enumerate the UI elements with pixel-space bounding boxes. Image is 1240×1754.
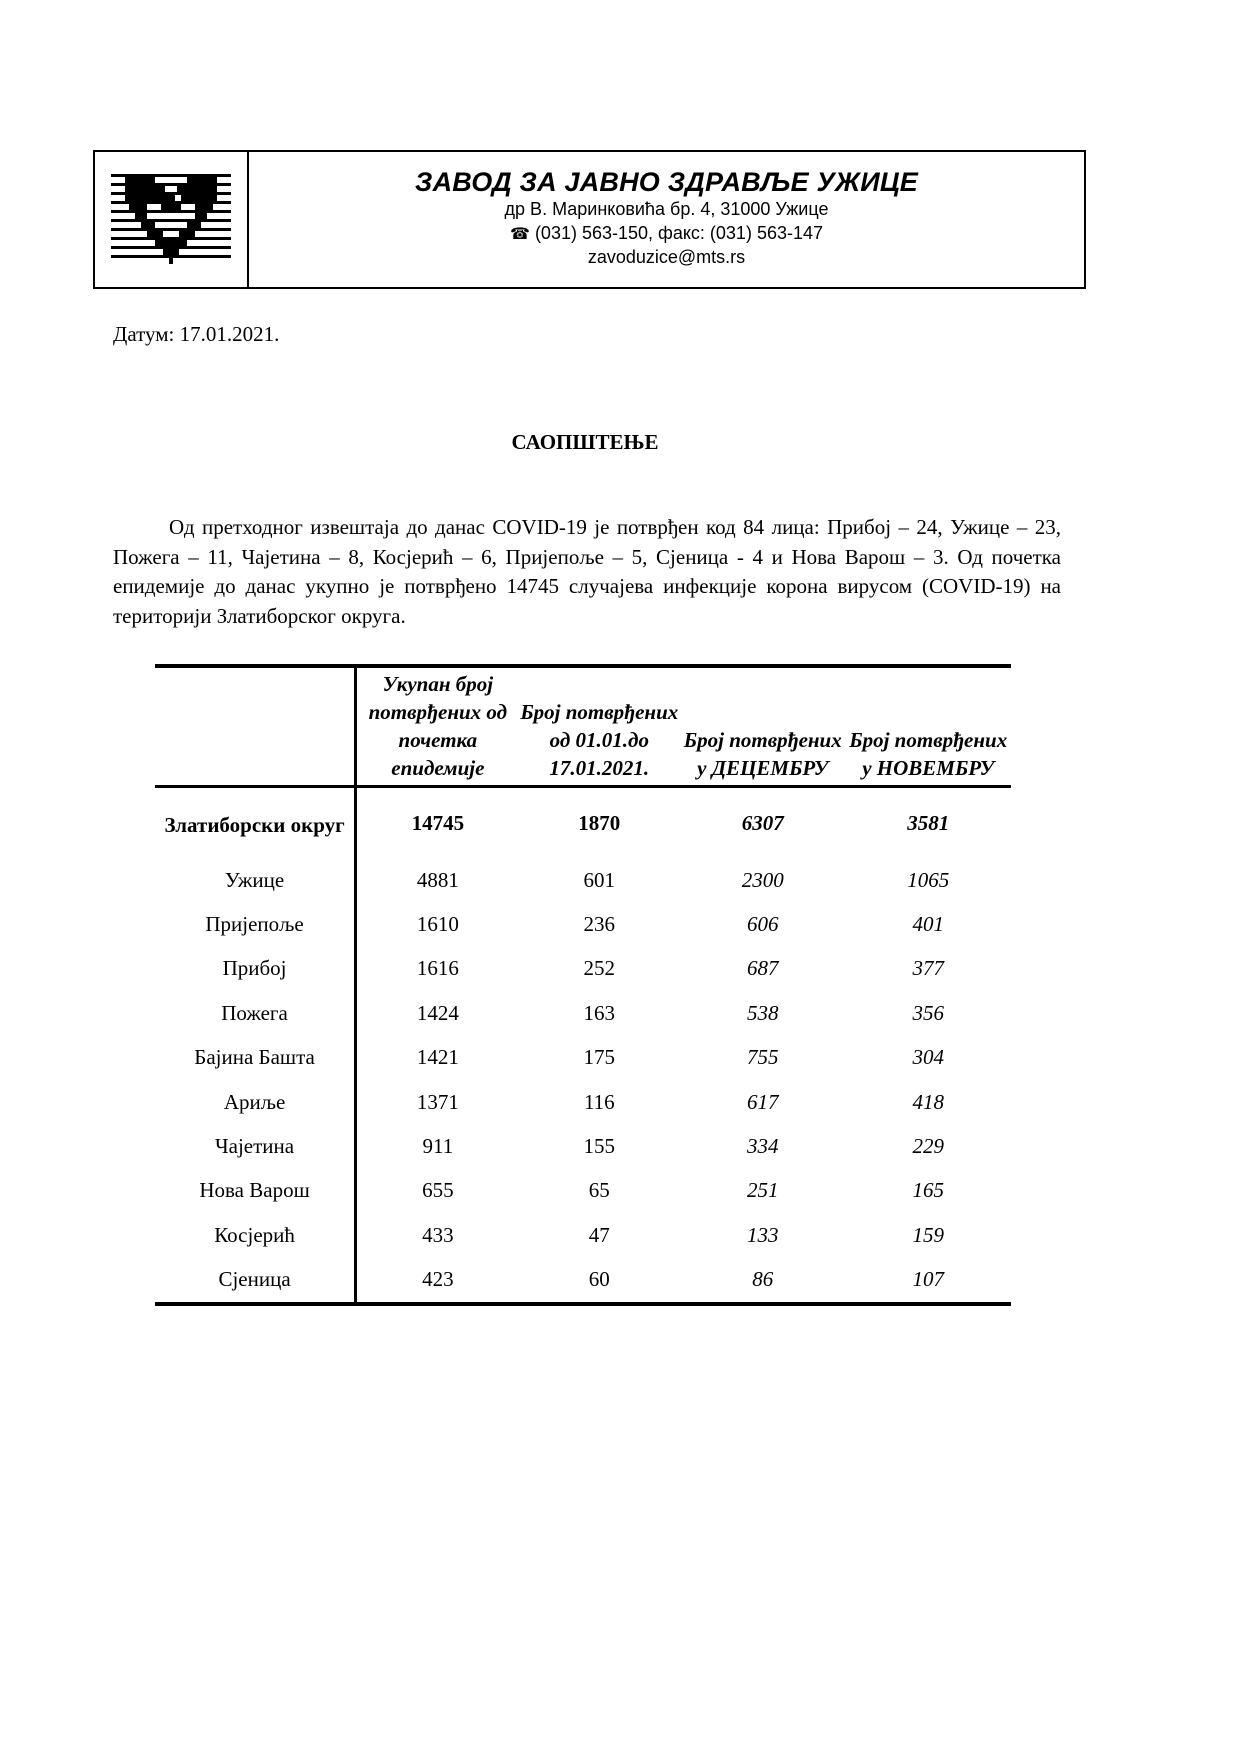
cell-since-jan1: 116 (583, 1089, 615, 1114)
organization-email: zavoduzice@mts.rs (587, 247, 746, 267)
cell-november: 3581 (907, 811, 950, 835)
cell-december: 687 (747, 956, 779, 981)
cell-total: 1371 (416, 1089, 459, 1114)
covid-statistics-table (155, 664, 1011, 1306)
table-row (155, 1169, 1011, 1213)
cell-municipality: Нова Варош (155, 1169, 356, 1213)
cell-municipality: Пријепоље (155, 902, 356, 946)
telephone-icon: ☎ (509, 225, 530, 243)
cell-total: 4881 (416, 867, 459, 892)
organization-name: ЗАВОД ЗА ЈАВНО ЗДРАВЉЕ УЖИЦЕ (415, 167, 918, 197)
table-row (155, 991, 1011, 1035)
cell-november: 159 (912, 1222, 944, 1247)
cell-municipality: Прибој (155, 947, 356, 991)
cell-december: 251 (747, 1178, 779, 1203)
table-row (155, 1080, 1011, 1124)
header-november: Број потврђених у НОВЕМБРУ (849, 728, 1008, 780)
cell-since-jan1: 601 (583, 867, 616, 892)
cell-november: 304 (912, 1045, 944, 1070)
cell-since-jan1: 163 (583, 1000, 616, 1025)
phone-fax-text: (031) 563-150, факс: (031) 563-147 (534, 222, 823, 243)
letterhead-info (249, 152, 1084, 287)
cell-total: 14745 (411, 811, 465, 835)
cell-municipality: Чајетина (155, 1124, 356, 1168)
cell-municipality: Пожега (155, 991, 356, 1035)
cell-since-jan1: 47 (588, 1222, 610, 1247)
table-row (155, 1124, 1011, 1168)
cell-municipality: Ужице (155, 858, 356, 902)
cell-since-jan1: 252 (583, 956, 616, 981)
table-header-row (155, 666, 1011, 787)
organization-address: др В. Маринковића бр. 4, 31000 Ужице (504, 199, 829, 219)
cell-since-jan1: 60 (588, 1267, 610, 1292)
cell-since-jan1: 175 (583, 1045, 616, 1070)
cell-municipality: Бајина Башта (155, 1036, 356, 1080)
cell-since-jan1: 65 (588, 1178, 610, 1203)
cell-municipality: Сјеница (155, 1258, 356, 1304)
cell-november: 107 (912, 1267, 944, 1292)
logo-cell (95, 152, 249, 287)
header-since-jan1: Број потврђених од 01.01.до 17.01.2021. (520, 700, 679, 780)
table-row (155, 1036, 1011, 1080)
cell-total: 1424 (416, 1000, 459, 1025)
cell-total: 1421 (416, 1045, 459, 1070)
cell-december: 334 (747, 1134, 779, 1159)
cell-december: 617 (747, 1089, 779, 1114)
cell-november: 401 (912, 912, 944, 937)
cell-since-jan1: 236 (583, 912, 616, 937)
cell-november: 356 (912, 1000, 944, 1025)
cell-december: 606 (747, 912, 779, 937)
cell-total: 423 (422, 1267, 454, 1292)
cell-december: 2300 (741, 867, 784, 892)
table-row (155, 947, 1011, 991)
cell-december: 538 (747, 1000, 779, 1025)
header-december: Број потврђених у ДЕЦЕМБРУ (683, 728, 842, 780)
cell-december: 755 (747, 1045, 779, 1070)
table-row (155, 1213, 1011, 1257)
cell-total: 1616 (416, 956, 459, 981)
cell-november: 165 (912, 1178, 944, 1203)
table-total-row (155, 787, 1011, 859)
table-row (155, 902, 1011, 946)
document-title: САОПШТЕЊЕ (511, 430, 659, 454)
cell-since-jan1: 155 (583, 1134, 616, 1159)
cell-december: 6307 (741, 811, 784, 835)
cell-november: 418 (912, 1089, 944, 1114)
header-total-since-start: Укупан број потврђених од почетка епидемије (368, 672, 508, 780)
district-name: Златиборски округ (155, 787, 356, 859)
institute-emblem-icon (111, 172, 231, 267)
announcement-paragraph: Од претходног извештаја до данас COVID-19 је потврђен код 84 лица: Прибој – 24, Ужице – 23, Пожега – 11, Чајетина – 8, Косјерић – 6, Пријепоље – 5, Сјеница - 4 и Нова Варош – 3. Од почетка епидемије до данас укупно је потврђено 14745 случајева инфекције корона вирусом (COVID-19) на територији Златиборског округа. (113, 515, 1061, 628)
cell-november: 377 (912, 956, 944, 981)
document-date: Датум: 17.01.2021. (113, 322, 280, 346)
cell-since-jan1: 1870 (578, 811, 621, 835)
header-municipality (155, 666, 356, 787)
cell-municipality: Ариље (155, 1080, 356, 1124)
cell-total: 655 (422, 1178, 454, 1203)
cell-total: 433 (422, 1222, 454, 1247)
cell-total: 911 (422, 1134, 454, 1159)
letterhead (93, 150, 1086, 289)
cell-municipality: Косјерић (155, 1213, 356, 1257)
organization-phone-line (249, 222, 1084, 247)
cell-december: 133 (747, 1222, 779, 1247)
cell-november: 229 (912, 1134, 944, 1159)
cell-december: 86 (752, 1267, 774, 1292)
cell-november: 1065 (907, 867, 950, 892)
table-row (155, 1258, 1011, 1304)
table-row (155, 858, 1011, 902)
cell-total: 1610 (416, 912, 459, 937)
